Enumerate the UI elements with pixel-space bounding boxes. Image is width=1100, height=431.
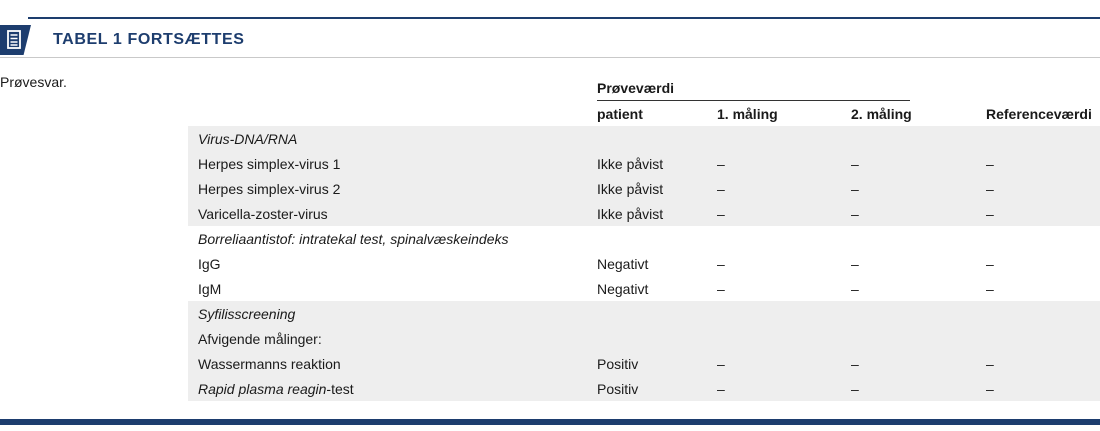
reference-value: – — [986, 381, 994, 397]
column-header-measurement-2: 2. måling — [851, 106, 912, 122]
measurement-2-value: – — [851, 206, 859, 222]
measurement-1-value: – — [717, 206, 725, 222]
measurement-2-value: – — [851, 281, 859, 297]
table-row — [188, 176, 1100, 201]
table-row — [188, 251, 1100, 276]
table-row — [188, 351, 1100, 376]
table-row — [188, 376, 1100, 401]
section-title: Syfilisscreening — [198, 306, 296, 322]
test-name — [198, 381, 354, 397]
bottom-rule — [0, 419, 1100, 425]
measurement-2-value: – — [851, 356, 859, 372]
patient-value: Ikke påvist — [597, 206, 664, 222]
section-title: Borreliaantistof: intratekal test, spinalvæskeindeks — [198, 231, 509, 247]
reference-value: – — [986, 356, 994, 372]
test-name: Varicella-zoster-virus — [198, 206, 328, 222]
column-group-rule — [597, 100, 910, 101]
measurement-1-value: – — [717, 281, 725, 297]
measurement-2-value: – — [851, 156, 859, 172]
section-title: Virus-DNA/RNA — [198, 131, 298, 147]
patient-value: Positiv — [597, 381, 639, 397]
test-name: Herpes simplex-virus 1 — [198, 156, 341, 172]
table-row — [188, 151, 1100, 176]
measurement-1-value: – — [717, 181, 725, 197]
column-header-reference: Referenceværdi — [986, 106, 1092, 122]
test-name: IgM — [198, 281, 222, 297]
table-row — [188, 326, 1100, 351]
table-caption: Prøvesvar. — [0, 74, 67, 90]
header-divider — [0, 57, 1100, 58]
test-name-italic: Rapid plasma reagin — [198, 381, 327, 397]
table-title: TABEL 1 FORTSÆTTES — [53, 31, 245, 48]
measurement-2-value: – — [851, 256, 859, 272]
top-rule — [28, 17, 1100, 19]
patient-value: Ikke påvist — [597, 181, 664, 197]
measurement-2-value: – — [851, 181, 859, 197]
test-name: IgG — [198, 256, 221, 272]
column-header-patient: patient — [597, 106, 643, 122]
section-header-row — [188, 301, 1100, 326]
reference-value: – — [986, 181, 994, 197]
measurement-1-value: – — [717, 156, 725, 172]
section-header-row — [188, 226, 1100, 251]
table-row — [188, 201, 1100, 226]
column-group-header: Prøveværdi — [597, 80, 675, 96]
test-name: Afvigende målinger: — [198, 331, 322, 347]
measurement-1-value: – — [717, 256, 725, 272]
reference-value: – — [986, 256, 994, 272]
table-row — [188, 276, 1100, 301]
column-header-measurement-1: 1. måling — [717, 106, 778, 122]
results-table — [188, 126, 1100, 401]
patient-value: Positiv — [597, 356, 639, 372]
measurement-1-value: – — [717, 381, 725, 397]
test-name-suffix: -test — [326, 381, 354, 397]
test-name: Wassermanns reaktion — [198, 356, 341, 372]
patient-value: Ikke påvist — [597, 156, 664, 172]
patient-value: Negativt — [597, 281, 649, 297]
measurement-1-value: – — [717, 356, 725, 372]
measurement-2-value: – — [851, 381, 859, 397]
reference-value: – — [986, 281, 994, 297]
patient-value: Negativt — [597, 256, 649, 272]
reference-value: – — [986, 206, 994, 222]
test-name: Herpes simplex-virus 2 — [198, 181, 341, 197]
reference-value: – — [986, 156, 994, 172]
document-list-icon — [0, 25, 31, 55]
section-header-row — [188, 126, 1100, 151]
